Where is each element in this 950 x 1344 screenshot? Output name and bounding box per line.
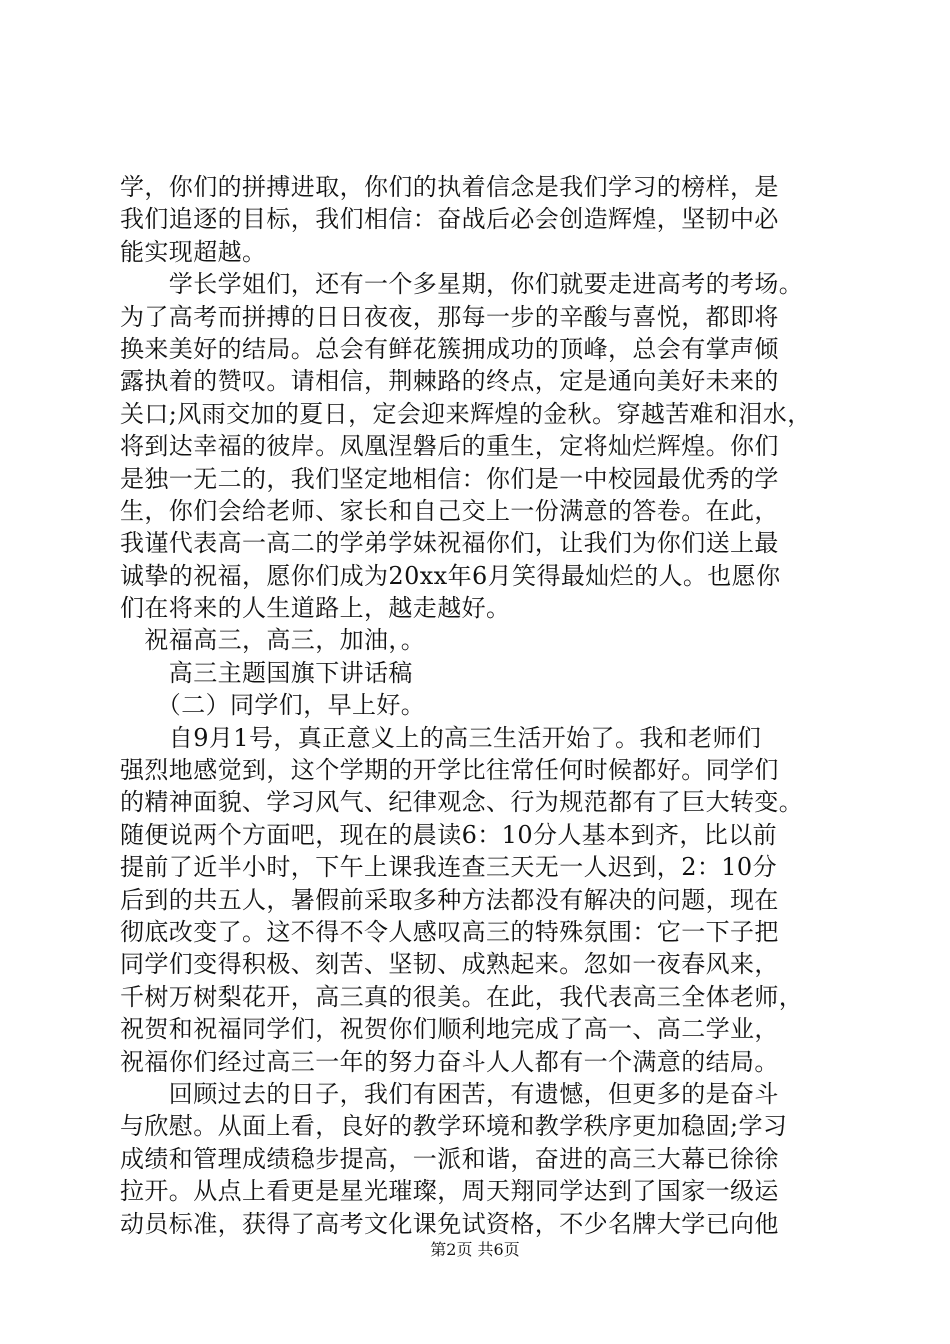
document-body [120, 171, 840, 1240]
text-line: 关口;风雨交加的夏日，定会迎来辉煌的金秋。穿越苦难和泪水， [120, 399, 812, 428]
text-line: 换来美好的结局。总会有鲜花簇拥成功的顶峰，总会有掌声倾 [120, 334, 779, 363]
text-line: 我谨代表高一高二的学弟学妹祝福你们，让我们为你们送上最 [120, 529, 779, 558]
text-line: 能实现超越。 [120, 237, 267, 266]
text-line: 彻底改变了。这不得不令人感叹高三的特殊氛围：它一下子把 [120, 917, 779, 946]
text-line: 千树万树梨花开，高三真的很美。在此，我代表高三全体老师， [120, 982, 804, 1011]
text-line: （二）同学们，早上好。 [120, 691, 426, 720]
text-line: 回顾过去的日子，我们有困苦，有遗憾，但更多的是奋斗 [120, 1079, 779, 1108]
section-title: 高三主题国旗下讲话稿 [120, 658, 413, 687]
text-line: 与欣慰。从面上看，良好的教学环境和教学秩序更加稳固;学习 [120, 1112, 788, 1141]
text-line: 成绩和管理成绩稳步提高，一派和谐，奋进的高三大幕已徐徐 [120, 1144, 779, 1173]
text-line: 同学们变得积极、刻苦、坚韧、成熟起来。忽如一夜春风来， [120, 950, 779, 979]
text-line: 露执着的赞叹。请相信，荆棘路的终点，定是通向美好未来的 [120, 367, 779, 396]
text-line: 强烈地感觉到，这个学期的开学比往常任何时候都好。同学们 [120, 756, 779, 785]
text-line: 祝福高三，高三，加油，。 [120, 626, 426, 655]
text-line: 动员标准，获得了高考文化课免试资格，不少名牌大学已向他 [120, 1209, 779, 1238]
text-line: 学长学姐们，还有一个多星期，你们就要走进高考的考场。 [120, 270, 804, 299]
page-footer: 第2页 共6页 [430, 1240, 520, 1259]
text-line: 我们追逐的目标，我们相信：奋战后必会创造辉煌，坚韧中必 [120, 205, 779, 234]
text-line: 为了高考而拼搏的日日夜夜，那每一步的辛酸与喜悦，都即将 [120, 302, 779, 331]
text-line: 后到的共五人，暑假前采取多种方法都没有解决的问题，现在 [120, 885, 779, 914]
text-line: 学，你们的拼搏进取，你们的执着信念是我们学习的榜样，是 [120, 173, 779, 201]
text-line: 自9月1号，真正意义上的高三生活开始了。我和老师们 [120, 723, 762, 752]
text-line: 提前了近半小时，下午上课我连查三天无一人迟到，2：10分 [120, 853, 778, 882]
text-line: 诚挚的祝福，愿你们成为20xx年6月笑得最灿烂的人。也愿你 [120, 561, 781, 590]
text-line: 们在将来的人生道路上，越走越好。 [120, 594, 511, 623]
text-line: 生，你们会给老师、家长和自己交上一份满意的答卷。在此， [120, 496, 779, 525]
text-line: 祝贺和祝福同学们，祝贺你们顺利地完成了高一、高二学业， [120, 1015, 779, 1044]
text-line: 祝福你们经过高三一年的努力奋斗人人都有一个满意的结局。 [120, 1047, 779, 1076]
text-line: 的精神面貌、学习风气、纪律观念、行为规范都有了巨大转变。 [120, 788, 804, 817]
text-line: 是独一无二的，我们坚定地相信：你们是一中校园最优秀的学 [120, 464, 779, 493]
text-line: 将到达幸福的彼岸。凤凰涅磐后的重生，定将灿烂辉煌。你们 [120, 432, 779, 461]
text-line: 拉开。从点上看更是星光璀璨，周天翔同学达到了国家一级运 [120, 1177, 779, 1206]
text-line: 随便说两个方面吧，现在的晨读6：10分人基本到齐，比以前 [120, 820, 778, 849]
